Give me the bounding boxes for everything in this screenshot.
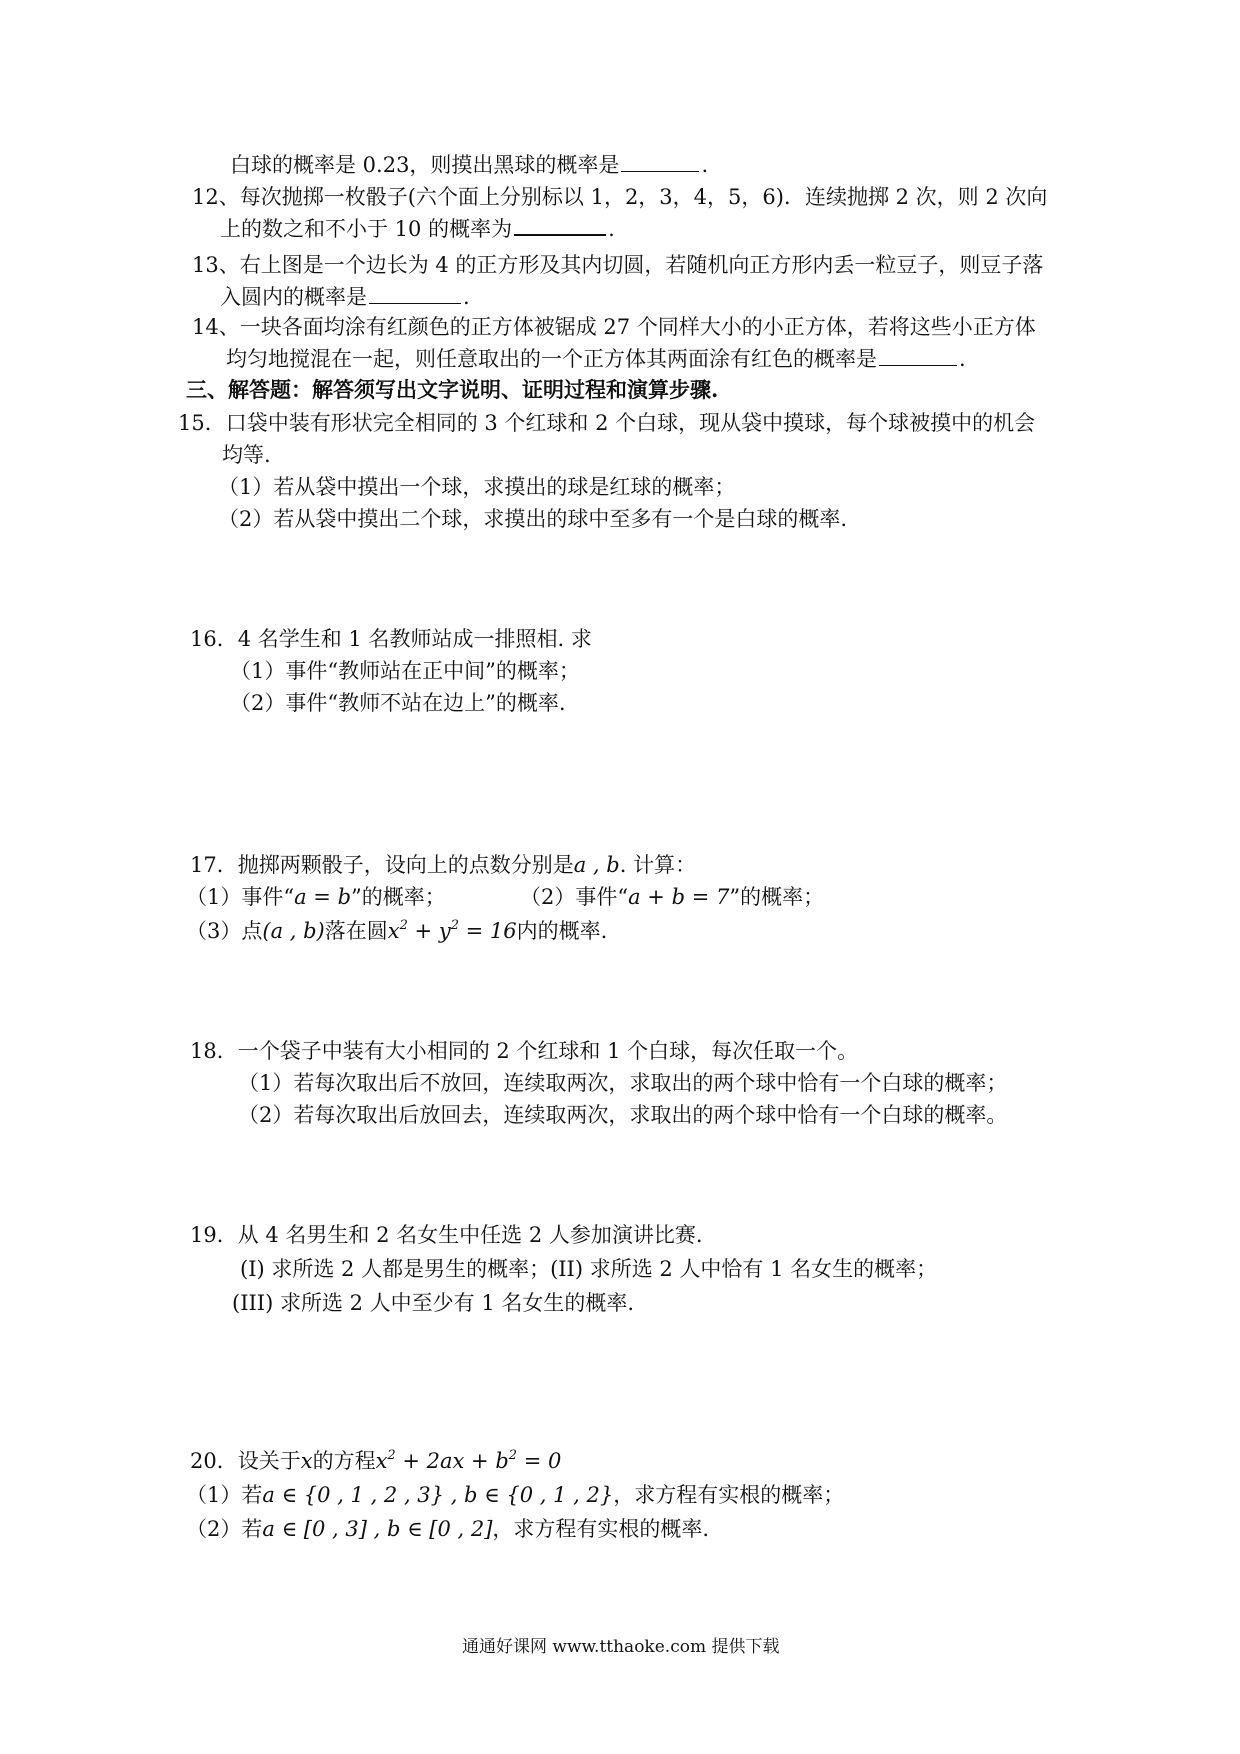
section-heading: 三、解答题：解答须写出文字说明、证明过程和演算步骤. bbox=[186, 377, 719, 402]
exponent: 2 bbox=[387, 1448, 396, 1463]
var-x: x bbox=[387, 919, 400, 943]
q19-line2: (I) 求所选 2 人都是男生的概率；(II) 求所选 2 人中恰有 1 名女生的概率； bbox=[240, 1257, 938, 1281]
answer-blank bbox=[514, 214, 606, 236]
q20-p1-post: ，求方程有实根的概率； bbox=[613, 1483, 845, 1507]
q11-period: . bbox=[701, 153, 709, 177]
eq-x: x bbox=[375, 1449, 388, 1473]
q19-line3: (III) 求所选 2 人中至少有 1 名女生的概率. bbox=[232, 1291, 635, 1315]
q17-p2-math: a + b = 7 bbox=[628, 885, 730, 909]
q11-tail-line bbox=[230, 150, 708, 180]
q17-p3-point: (a , b) bbox=[262, 919, 325, 943]
q12-period: . bbox=[608, 217, 615, 241]
q13-line1: 13、右上图是一个边长为 4 的正方形及其内切圆，若随机向正方形内丢一粒豆子，则豆子落 bbox=[192, 253, 1044, 277]
q17-part1 bbox=[186, 882, 446, 912]
q20-p2-pre: （2）若 bbox=[186, 1517, 263, 1541]
q18-part1: （1）若每次取出后不放回，连续取两次，求取出的两个球中恰有一个白球的概率； bbox=[238, 1071, 1008, 1095]
exponent: 2 bbox=[508, 1448, 518, 1463]
plus: + bbox=[407, 919, 439, 943]
q20-p1-sets: a ∈ {0 , 1 , 2 , 3} , b ∈ {0 , 1 , 2} bbox=[262, 1483, 614, 1507]
q15-part2: （2）若从袋中摸出二个球，求摸出的球中至多有一个是白球的概率. bbox=[218, 507, 848, 531]
q11-text: 白球的概率是 0.23，则摸出黑球的概率是 bbox=[230, 153, 620, 177]
q15-part1: （1）若从袋中摸出一个球，求摸出的球是红球的概率； bbox=[218, 475, 736, 499]
q13-text: 入圆内的概率是 bbox=[220, 285, 367, 309]
q17-line1 bbox=[190, 850, 696, 880]
exponent: 2 bbox=[399, 918, 408, 933]
q12-text: 上的数之和不小于 10 的概率为 bbox=[220, 217, 513, 241]
var-x: x bbox=[300, 1449, 313, 1473]
q17-p2-pre: （2）事件“ bbox=[520, 885, 629, 909]
eq-end: = 0 bbox=[517, 1449, 562, 1473]
q18-part2: （2）若每次取出后放回去，连续取两次，求取出的两个球中恰有一个白球的概率。 bbox=[238, 1103, 1008, 1127]
q17-variables: a , b bbox=[573, 853, 620, 877]
eq-mid: + 2ax + b bbox=[395, 1449, 509, 1473]
answer-blank bbox=[621, 151, 699, 172]
q20-p1-pre: （1）若 bbox=[186, 1483, 263, 1507]
q17-p2-post: ”的概率； bbox=[729, 885, 825, 909]
q12-line1: 12、每次抛掷一枚骰子(六个面上分别标以 1，2，3，4，5，6)．连续抛掷 2 次，则 2 次向 bbox=[192, 185, 1048, 209]
q20-part1 bbox=[186, 1480, 844, 1510]
q12-line2 bbox=[220, 214, 615, 244]
var-y: y bbox=[438, 919, 451, 943]
q17-p1-math: a = b bbox=[294, 885, 352, 909]
page-footer: 通通好课网 www.tthaoke.com 提供下载 bbox=[462, 1637, 780, 1657]
q14-line2 bbox=[226, 344, 966, 374]
q14-text: 均匀地搅混在一起，则任意取出的一个正方体其两面涂有红色的概率是 bbox=[226, 347, 877, 371]
q17-p1-pre: （1）事件“ bbox=[186, 885, 295, 909]
q17-p1-post: ”的概率； bbox=[351, 885, 446, 909]
q14-line1: 14、一块各面均涂有红颜色的正方体被锯成 27 个同样大小的小正方体，若将这些小正方体 bbox=[192, 315, 1036, 339]
q20-line1 bbox=[190, 1446, 561, 1476]
q16-part1: （1）事件“教师站在正中间”的概率； bbox=[230, 659, 580, 683]
q20-part2 bbox=[186, 1514, 709, 1544]
q17-p3-post: 内的概率. bbox=[516, 919, 608, 943]
answer-blank bbox=[369, 283, 461, 304]
q13-line2 bbox=[220, 282, 470, 312]
q18-line1: 18．一个袋子中装有大小相同的 2 个红球和 1 个白球，每次任取一个。 bbox=[190, 1039, 859, 1063]
q17-p3-pre: （3）点 bbox=[186, 919, 263, 943]
circle-equation bbox=[388, 919, 517, 943]
q16-line1: 16．4 名学生和 1 名教师站成一排照相. 求 bbox=[190, 627, 592, 651]
q15-line2: 均等. bbox=[222, 443, 271, 467]
q20-mid: 的方程 bbox=[312, 1449, 376, 1473]
q17-part3 bbox=[186, 916, 607, 946]
quadratic-equation bbox=[376, 1449, 562, 1473]
q20-text: 20．设关于 bbox=[190, 1449, 301, 1473]
q16-part2: （2）事件“教师不站在边上”的概率. bbox=[230, 691, 566, 715]
exponent: 2 bbox=[450, 918, 459, 933]
answer-blank bbox=[879, 345, 957, 366]
q17-part2 bbox=[520, 882, 824, 912]
q15-line1: 15．口袋中装有形状完全相同的 3 个红球和 2 个白球，现从袋中摸球，每个球被摸中的机会 bbox=[178, 411, 1036, 435]
q20-p2-intervals: a ∈ [0 , 3] , b ∈ [0 , 2] bbox=[262, 1517, 493, 1541]
equals-16: = 16 bbox=[458, 919, 517, 943]
q17-p3-mid: 落在圆 bbox=[324, 919, 388, 943]
q19-line1: 19．从 4 名男生和 2 名女生中任选 2 人参加演讲比赛. bbox=[190, 1223, 703, 1247]
q20-p2-post: ，求方程有实根的概率. bbox=[492, 1517, 710, 1541]
q14-period: . bbox=[959, 347, 966, 371]
q17-tail: . 计算： bbox=[619, 853, 697, 877]
q17-text: 17．抛掷两颗骰子，设向上的点数分别是 bbox=[190, 853, 574, 877]
q13-period: . bbox=[463, 285, 470, 309]
